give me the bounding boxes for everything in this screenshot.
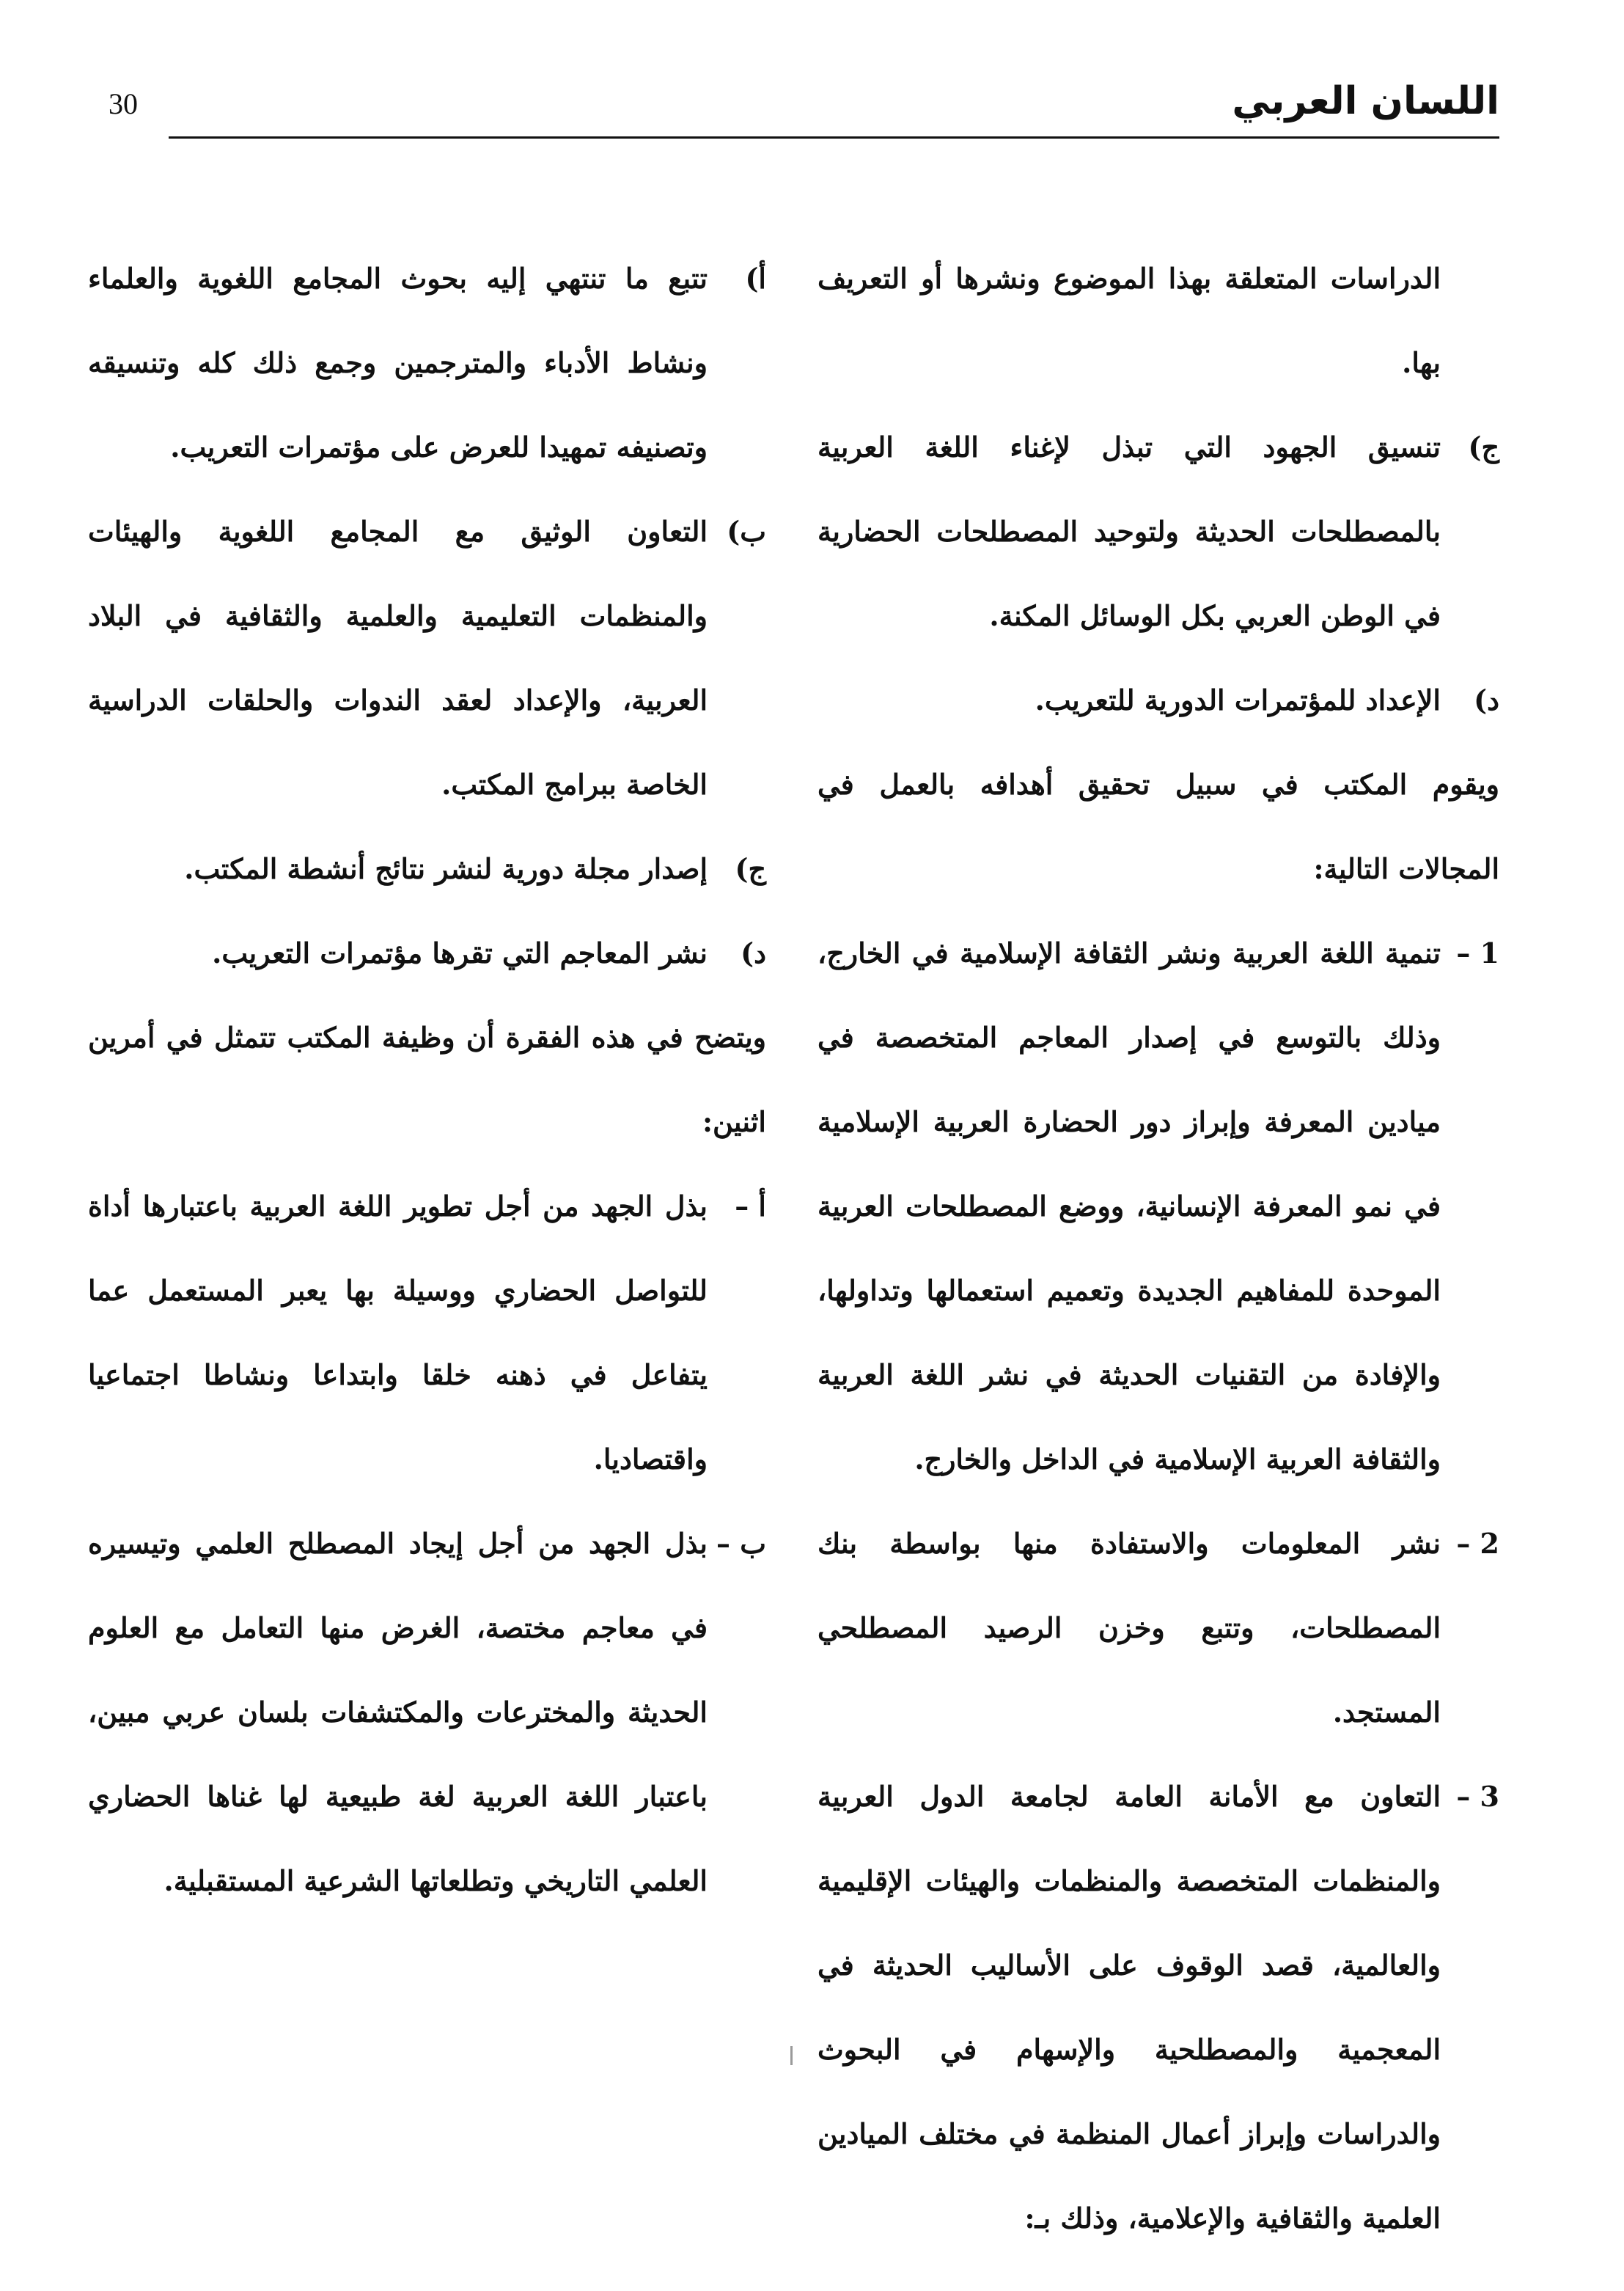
left-column-paragraph bbox=[88, 826, 766, 911]
paragraph-marker: 1 – bbox=[1456, 936, 1499, 969]
paragraph-text: التعاون الوثيق مع المجامع اللغوية والهيئات والمنظمات التعليمية والعلمية والثقافية في البلاد العربية، والإعداد لعقد الندوات والحلقات الدراسية الخاصة ببرامج المكتب. bbox=[88, 515, 708, 801]
right-column-paragraph bbox=[817, 658, 1499, 742]
paragraph-text: الإعداد للمؤتمرات الدورية للتعريب. bbox=[1035, 683, 1441, 716]
paragraph-text: الدراسات المتعلقة بهذا الموضوع ونشرها أو التعريف بها. bbox=[817, 262, 1441, 379]
right-column-paragraph bbox=[817, 1754, 1499, 2260]
paragraph-marker: ب) bbox=[727, 515, 766, 548]
page-number: 30 bbox=[109, 87, 138, 120]
right-column bbox=[817, 236, 1499, 2260]
scan-artifact-mark bbox=[790, 2046, 793, 2065]
paragraph-text: بذل الجهد من أجل إيجاد المصطلح العلمي وتيسيره في معاجم مختصة، الغرض منها التعامل مع العلوم الحديثة والمخترعات والمكتشفات بلسان عربي مبين، باعتبار اللغة العربية لغة طبيعية لها غناها الحضاري العلمي التاريخي وتطلعاتها الشرعية المستقبلية. bbox=[88, 1527, 708, 1897]
paragraph-text: بذل الجهد من أجل تطوير اللغة العربية باعتبارها أداة للتواصل الحضاري ووسيلة بها يعبر المستعمل عما يتفاعل في ذهنه خلقا وابتداعا ونشاطا اجتماعيا واقتصاديا. bbox=[88, 1190, 708, 1476]
left-column-paragraph bbox=[88, 236, 766, 489]
left-column-paragraph bbox=[88, 995, 766, 1164]
left-column bbox=[88, 236, 766, 1923]
left-column-paragraph bbox=[88, 911, 766, 995]
paragraph-text: ويتضح في هذه الفقرة أن وظيفة المكتب تتمثل في أمرين اثنين: bbox=[88, 1021, 766, 1138]
paragraph-marker: 3 – bbox=[1456, 1780, 1499, 1813]
right-column-paragraph bbox=[817, 405, 1499, 658]
paragraph-text: التعاون مع الأمانة العامة لجامعة الدول العربية والمنظمات المتخصصة والمنظمات والهيئات الإقليمية والعالمية، قصد الوقوف على الأساليب الحديثة في المعجمية والمصطلحية والإسهام في البحوث والدراسات وإبراز أعمال المنظمة في مختلف الميادين العلمية والثقافية والإعلامية، وذلك بـ: bbox=[817, 1780, 1441, 2235]
paragraph-marker: 2 – bbox=[1456, 1527, 1499, 1560]
right-column-paragraph bbox=[817, 911, 1499, 1501]
paragraph-marker: أ) bbox=[745, 262, 766, 295]
paragraph-text: تتبع ما تنتهي إليه بحوث المجامع اللغوية والعلماء ونشاط الأدباء والمترجمين وجمع ذلك كله وتنسيقه وتصنيفه تمهيدا للعرض على مؤتمرات التعريب. bbox=[88, 262, 708, 463]
paragraph-text: تنسيق الجهود التي تبذل لإغناء اللغة العربية بالمصطلحات الحديثة ولتوحيد المصطلحات الحضارية في الوطن العربي بكل الوسائل المكنة. bbox=[817, 430, 1441, 632]
left-column-paragraph bbox=[88, 489, 766, 826]
paragraph-marker: ج) bbox=[735, 852, 766, 885]
right-column-paragraph bbox=[817, 236, 1499, 405]
paragraph-text: ويقوم المكتب في سبيل تحقيق أهدافه بالعمل في المجالات التالية: bbox=[817, 768, 1499, 885]
paragraph-text: نشر المعلومات والاستفادة منها بواسطة بنك المصطلحات، وتتبع وخزن الرصيد المصطلحي المستجد. bbox=[817, 1527, 1441, 1729]
paragraph-text: نشر المعاجم التي تقرها مؤتمرات التعريب. bbox=[212, 936, 708, 969]
left-column-paragraph bbox=[88, 1501, 766, 1923]
right-column-paragraph bbox=[817, 1501, 1499, 1754]
paragraph-marker: ج) bbox=[1468, 430, 1499, 463]
paragraph-marker: ب – bbox=[716, 1527, 766, 1560]
header-divider bbox=[169, 136, 1499, 139]
paragraph-text: تنمية اللغة العربية ونشر الثقافة الإسلامية في الخارج، وذلك بالتوسع في إصدار المعاجم المتخصصة في ميادين المعرفة وإبراز دور الحضارة العربية الإسلامية في نمو المعرفة الإنسانية، ووضع المصطلحات العربية الموحدة للمفاهيم الجديدة وتعميم استعمالها وتداولها، والإفادة من التقنيات الحديثة في نشر اللغة العربية والثقافة العربية الإسلامية في الداخل والخارج. bbox=[817, 936, 1441, 1476]
right-column-paragraph bbox=[817, 742, 1499, 911]
paragraph-marker: د) bbox=[741, 936, 766, 969]
paragraph-text: إصدار مجلة دورية لنشر نتائج أنشطة المكتب. bbox=[184, 852, 708, 885]
journal-title-logo: اللسان العربي bbox=[1232, 79, 1499, 123]
paragraph-marker: د) bbox=[1474, 683, 1499, 716]
left-column-paragraph bbox=[88, 1164, 766, 1501]
paragraph-marker: أ – bbox=[735, 1190, 766, 1223]
